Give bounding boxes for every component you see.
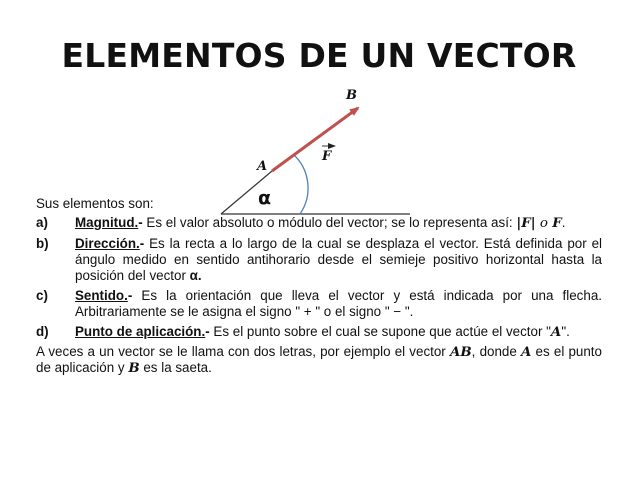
item-body — [75, 236, 602, 284]
label-angle-alpha: α — [258, 187, 272, 209]
formula-end: . — [561, 215, 566, 230]
item-text: Es la orientación que lleva el vector y está indicada por una flecha. Arbitrariamente se le asigna el signo " + " o el signo " − ". — [75, 288, 602, 319]
closing-ab: AB — [449, 344, 472, 360]
list-item-magnitud — [36, 215, 602, 232]
closing-part4: es la saeta. — [139, 360, 212, 375]
closing-paragraph — [36, 344, 602, 376]
vector-arrow — [272, 108, 358, 171]
content — [36, 196, 602, 376]
item-term: Dirección. — [75, 236, 140, 251]
item-marker: c) — [36, 288, 48, 303]
item-term: Magnitud. — [75, 215, 139, 230]
item-sep: - — [139, 236, 145, 251]
item-body — [75, 324, 602, 340]
item-marker: b) — [36, 236, 49, 251]
closing-a: A — [520, 344, 532, 360]
label-b: B — [346, 88, 357, 103]
closing-b: B — [128, 360, 140, 376]
item-end: ". — [561, 324, 570, 339]
item-body — [75, 288, 602, 320]
item-sep: - — [127, 288, 133, 303]
list-item-direccion — [36, 236, 602, 284]
alpha-symbol: α — [189, 268, 198, 283]
item-text: Es la recta a lo largo de la cual se desplaza el vector. Está definida por el ángulo medido en sentido antihorario desde el semieje positivo horizontal hasta la posición del vector — [75, 236, 602, 283]
item-text: Es el punto sobre el cual se supone que actúe el vector " — [209, 324, 551, 339]
item-term: Punto de aplicación. — [75, 324, 206, 339]
item-body — [75, 215, 602, 232]
formula-bold-f: F — [552, 215, 562, 231]
list-item-sentido — [36, 288, 602, 320]
magnitude-formula: |F| — [516, 215, 536, 231]
list-item-punto-aplicacion — [36, 324, 602, 340]
item-sep: - — [205, 324, 210, 339]
point-a-symbol: A — [550, 324, 562, 340]
item-text: Es el valor absoluto o módulo del vector; se lo representa así: — [142, 215, 517, 230]
item-end: . — [197, 268, 202, 283]
item-marker: d) — [36, 324, 49, 339]
item-marker: a) — [36, 215, 48, 230]
label-f: F — [322, 149, 332, 164]
formula-or: o — [535, 216, 553, 231]
closing-part2: , donde — [471, 344, 521, 359]
closing-part3: es el punto de aplicación y — [36, 344, 602, 375]
label-a: A — [257, 159, 268, 174]
item-term: Sentido. — [75, 288, 128, 303]
item-sep: - — [138, 215, 143, 230]
slide-title: ELEMENTOS DE UN VECTOR — [61, 36, 577, 75]
closing-part1: A veces a un vector se le llama con dos letras, por ejemplo el vector — [36, 344, 450, 359]
intro-text: Sus elementos son: — [36, 196, 154, 211]
